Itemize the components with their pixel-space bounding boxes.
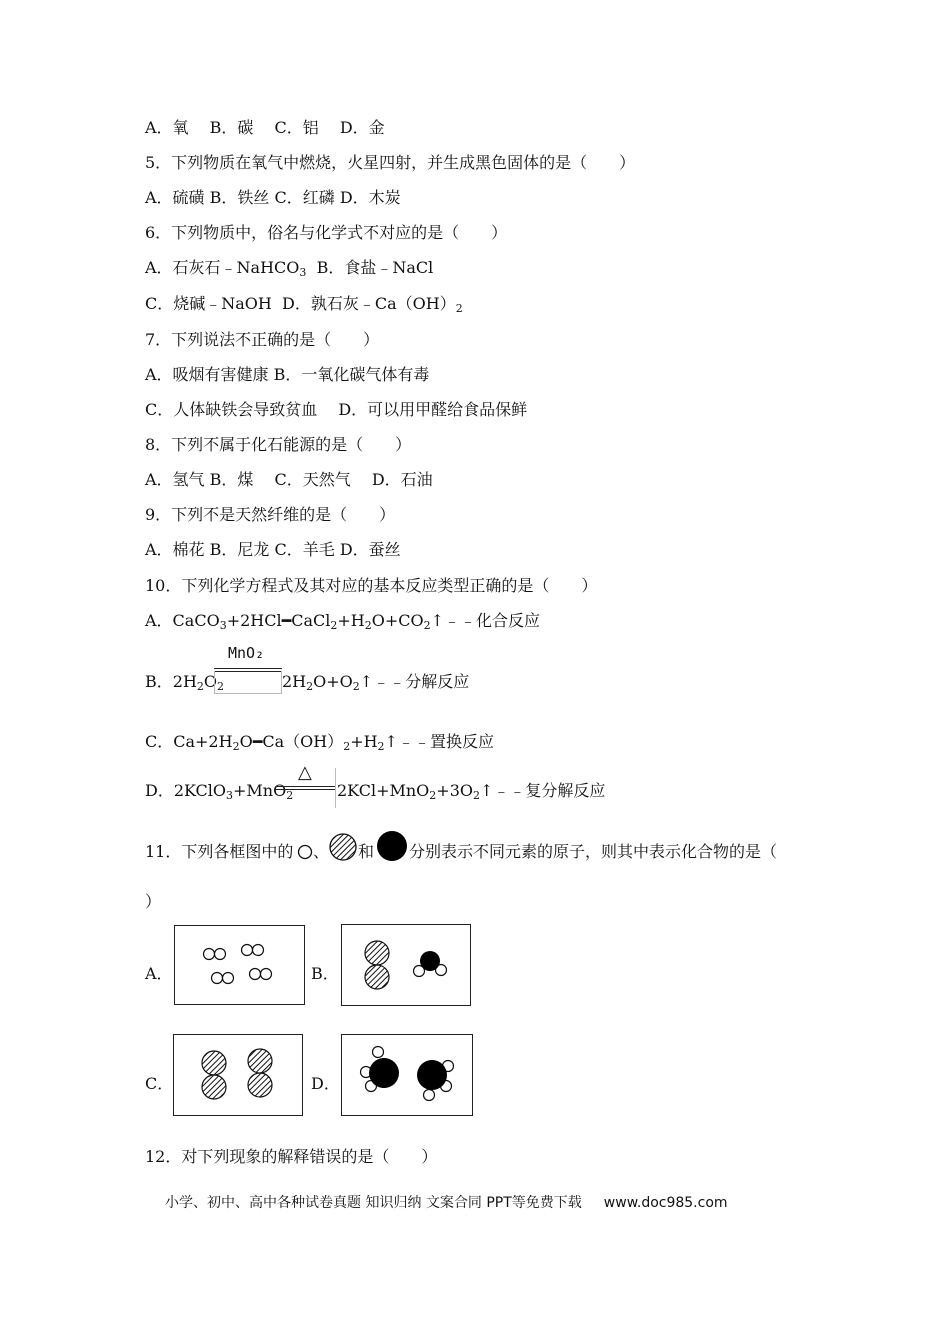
heat-symbol-label: △ <box>298 762 312 783</box>
q10-stem: 10．下列化学方程式及其对应的基本反应类型正确的是（ ） <box>145 576 598 595</box>
q11-stem-sep: 、 <box>313 842 330 861</box>
page-footer <box>165 1192 728 1212</box>
q11-stem-end: ） <box>145 892 162 911</box>
q11-box-b <box>341 924 471 1006</box>
q10-option-c: C．$Ca+2H_2O━Ca(OH)_2+H_2↑﹣﹣$置换反应 <box>145 732 494 753</box>
q12-stem: 12．对下列现象的解释错误的是（ ） <box>145 1147 438 1166</box>
q11-stem-and: 和 <box>358 842 375 861</box>
footer-url: www.doc985.com <box>603 1195 728 1211</box>
q10-option-b-left: B．$2H_2O_2$ <box>145 672 225 693</box>
q7-options-ab: A．吸烟有害健康 B．一氧化碳气体有毒 <box>145 365 430 384</box>
q8-stem: 8．下列不属于化石能源的是（ ） <box>145 435 412 454</box>
q6-options-cd: C．烧碱﹣NaOH D．孰石灰$﹣Ca(OH)_2$ <box>145 294 463 315</box>
diagram-c <box>174 1035 302 1115</box>
q10-option-b-right: $2H_2O+O_2↑﹣﹣$分解反应 <box>282 672 470 693</box>
q11-box-a <box>174 925 305 1005</box>
q5-stem: 5．下列物质在氧气中燃烧，火星四射，并生成黑色固体的是（ ） <box>145 153 636 172</box>
q7-stem: 7．下列说法不正确的是（ ） <box>145 330 380 349</box>
mno2-catalyst-label: MnO₂ <box>228 644 265 662</box>
q11-label-a: A． <box>145 964 173 983</box>
q10-d-condition <box>276 764 336 808</box>
q5-options: A．硫磺 B．铁丝 C．红磷 D．木炭 <box>145 188 401 207</box>
q8-options: A．氢气 B．煤 C．天然气 D．石油 <box>145 470 433 489</box>
footer-text: 小学、初中、高中各种试卷真题 知识归纳 文案合同 PPT等免费下载 <box>165 1195 582 1211</box>
q10-b-condition <box>214 644 282 696</box>
q11-stem: 11．下列各框图中的 <box>145 842 294 861</box>
q9-stem: 9．下列不是天然纤维的是（ ） <box>145 505 396 524</box>
q6-options-ab: A．石灰石﹣NaHCO$_3$ B．食盐﹣NaCl <box>145 258 434 279</box>
diagram-d <box>342 1035 472 1115</box>
hatched-atom-icon <box>328 832 358 862</box>
q10-option-a: A．$CaCO_3+2HCl━CaCl_2+H_2O+CO_2↑﹣﹣$化合反应 <box>145 611 541 632</box>
condition-frame <box>335 768 336 808</box>
black-atom-icon <box>375 829 409 863</box>
diagram-b <box>342 925 470 1005</box>
q7-options-cd: C．人体缺铁会导致贫血 D．可以用甲醛给食品保鲜 <box>145 400 528 419</box>
q11-label-d: D． <box>311 1074 340 1093</box>
q11-label-c: C． <box>145 1074 174 1093</box>
q9-options: A．棉花 B．尼龙 C．羊毛 D．蚕丝 <box>145 540 401 559</box>
q6-stem: 6．下列物质中，俗名与化学式不对应的是（ ） <box>145 223 508 242</box>
equals-bar <box>276 786 336 790</box>
q10-option-d-right: $2KCl+MnO_2+3O_2↑﹣﹣$复分解反应 <box>337 781 606 802</box>
white-atom-icon <box>296 843 314 861</box>
condition-frame <box>214 671 282 694</box>
diagram-a <box>175 926 304 1004</box>
q10-option-d-left: D．2KClO$_3$+MnO$_2$ <box>145 781 294 802</box>
q11-box-d <box>341 1034 473 1116</box>
q4-options: A．氧 B．碳 C．铝 D．金 <box>145 118 385 137</box>
q11-box-c <box>173 1034 303 1116</box>
q11-label-b: B． <box>311 964 339 983</box>
q11-stem-rest: 分别表示不同元素的原子，则其中表示化合物的是（ <box>409 842 778 861</box>
